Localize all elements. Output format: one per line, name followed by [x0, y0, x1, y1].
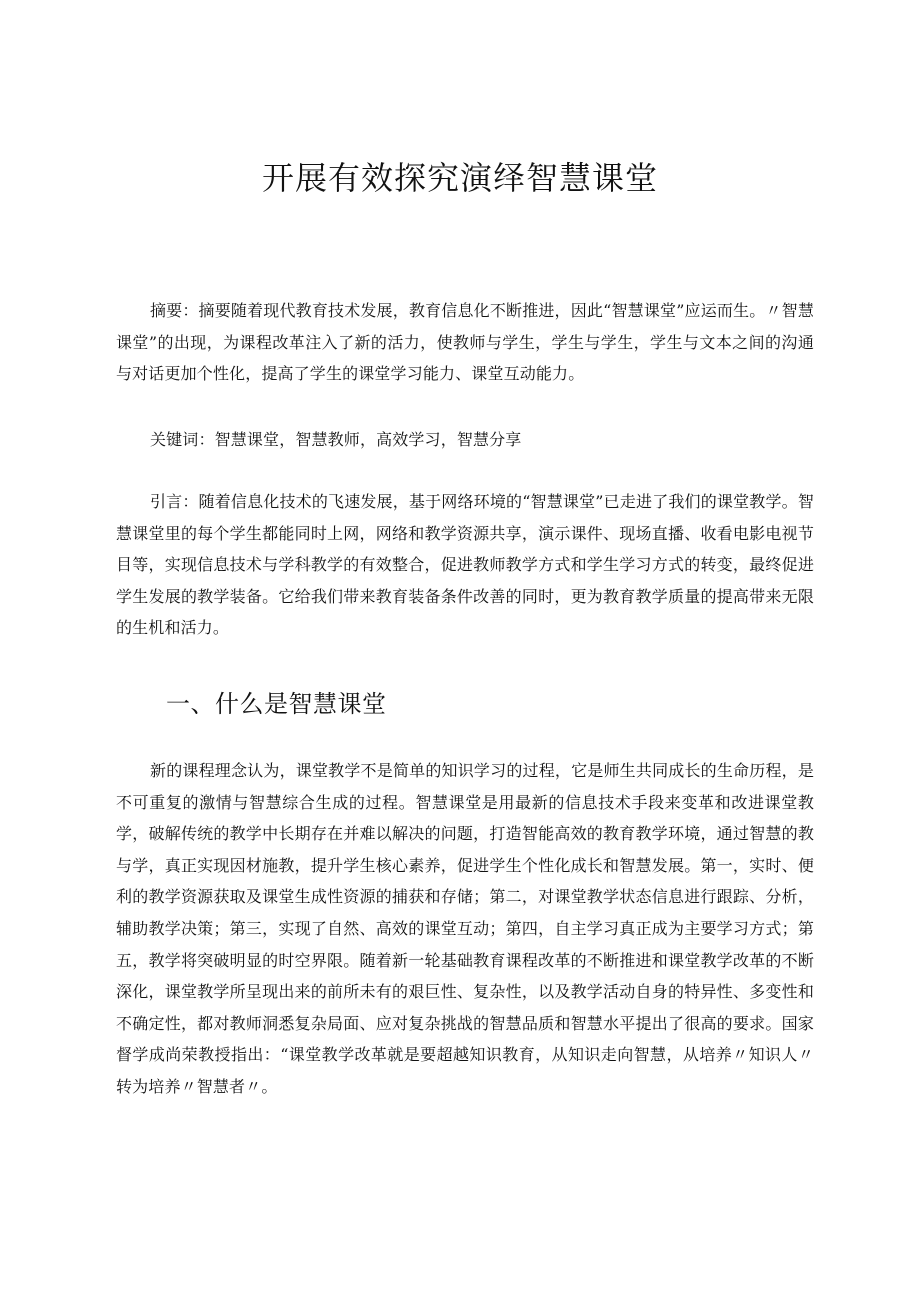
keywords-paragraph: 关键词：智慧课堂，智慧教师，高效学习，智慧分享 — [150, 430, 522, 449]
section-heading-1: 一、什么是智慧课堂 — [166, 690, 387, 718]
document-title: 开展有效探究演绎智慧课堂 — [261, 159, 658, 197]
abstract-paragraph: 摘要：摘要随着现代教育技术发展，教育信息化不断推进，因此“智慧课堂”应运而生。〃智慧课堂”的出现，为课程改革注入了新的活力，使教师与学生，学生与学生，学生与文本之间的沟通与对话更加个性化，提高了学生的课堂学习能力、课堂互动能力。 — [116, 301, 814, 384]
section-1-paragraph: 新的课程理念认为，课堂教学不是简单的知识学习的过程，它是师生共同成长的生命历程，是不可重复的激情与智慧综合生成的过程。智慧课堂是用最新的信息技术手段来变革和改进课堂教学，破解传统的教学中长期存在并难以解决的问题，打造智能高效的教育教学环境，通过智慧的教与学，真正实现因材施教，提升学生核心素养，促进学生个性化成长和智慧发展。第一，实时、便利的教学资源获取及课堂生成性资源的捕获和存储；第二，对课堂教学状态信息进行跟踪、分析，辅助教学决策；第三，实现了自然、高效的课堂互动；第四，自主学习真正成为主要学习方式；第五，教学将突破明显的时空界限。随着新一轮基础教育课程改革的不断推进和课堂教学改革的不断深化，课堂教学所呈现出来的前所未有的艰巨性、复杂性，以及教学活动自身的特异性、多变性和不确定性，都对教师洞悉复杂局面、应对复杂挑战的智慧品质和智慧水平提出了很高的要求。国家督学成尚荣教授指出：“课堂教学改革就是要超越知识教育，从知识走向智慧，从培养〃知识人〃转为培养〃智慧者〃。 — [116, 761, 814, 1096]
introduction-paragraph: 引言：随着信息化技术的飞速发展，基于网络环境的“智慧课堂”已走进了我们的课堂教学。智慧课堂里的每个学生都能同时上网，网络和教学资源共享，演示课件、现场直播、收看电影电视节目等，实现信息技术与学科教学的有效整合，促进教师教学方式和学生学习方式的转变，最终促进学生发展的教学装备。它给我们带来教育装备条件改善的同时，更为教育教学质量的提高带来无限的生机和活力。 — [116, 492, 814, 638]
